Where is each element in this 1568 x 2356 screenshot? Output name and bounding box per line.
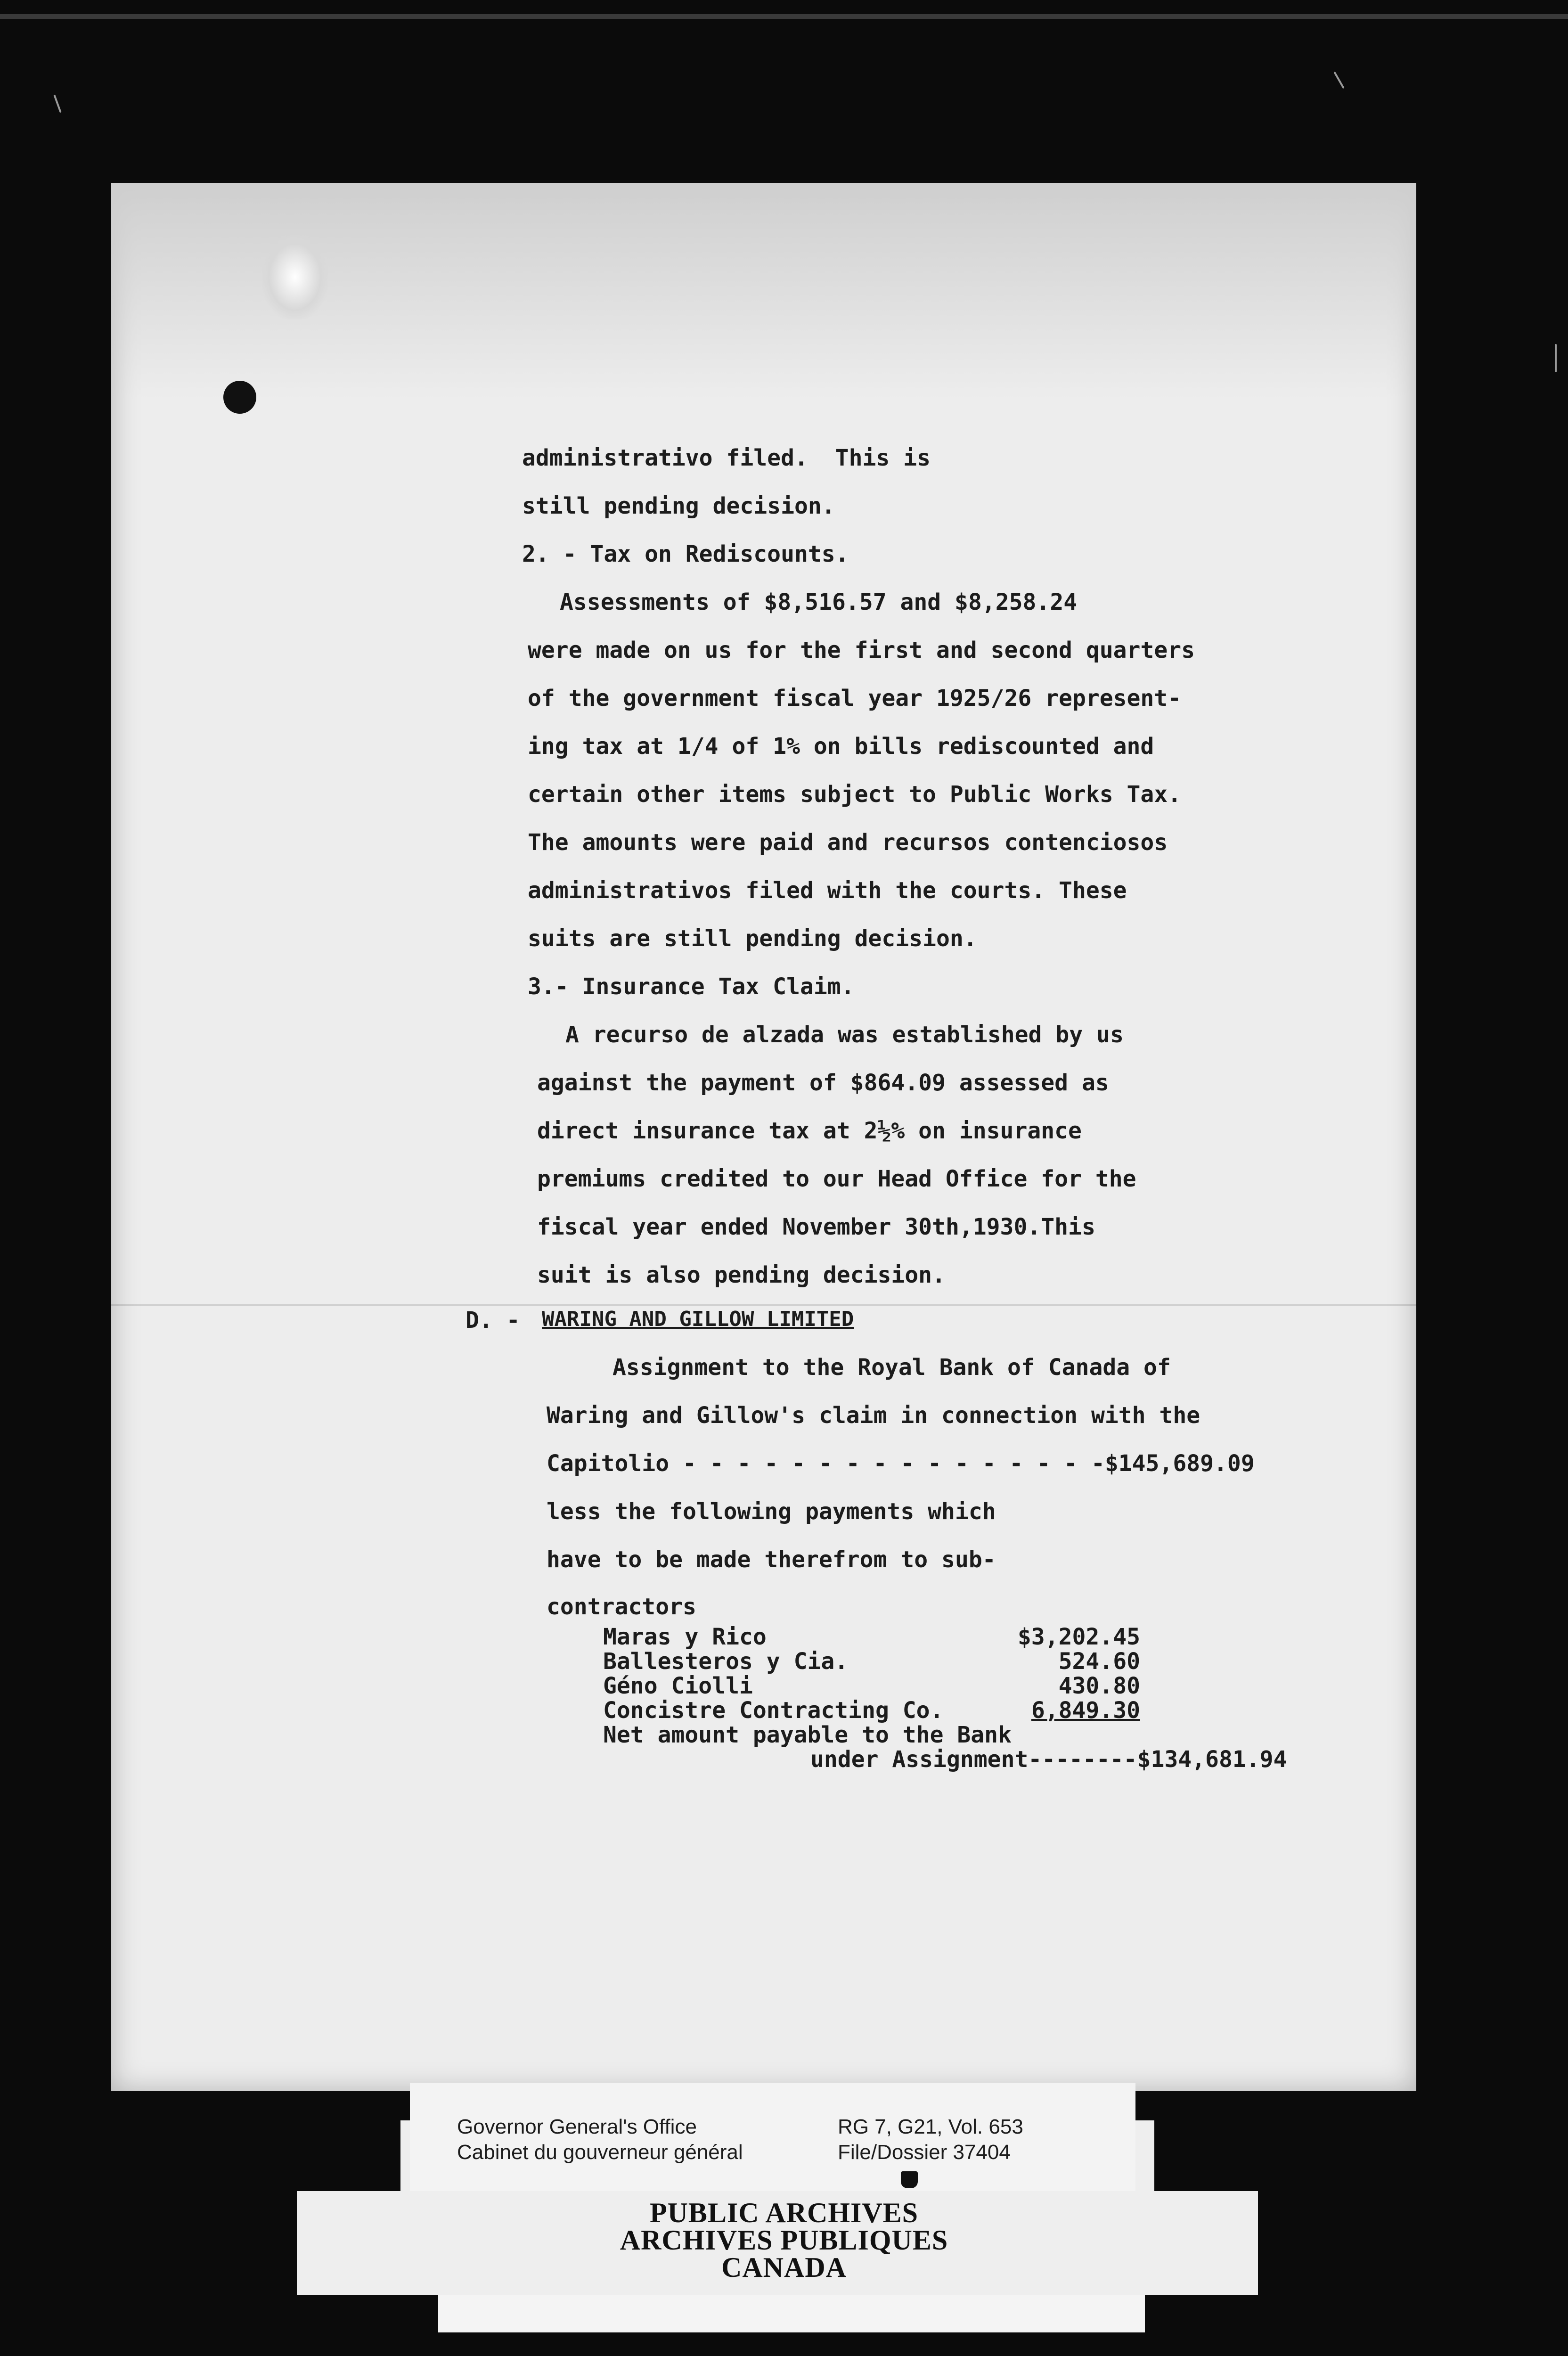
- film-scratch: [1333, 72, 1344, 89]
- section-line: Assignment to the Royal Bank of Canada of: [612, 1354, 1171, 1381]
- doc-line: The amounts were paid and recursos contenciosos: [528, 829, 1168, 856]
- payment-name: Maras y Rico: [603, 1624, 767, 1650]
- stamp-line: CANADA: [721, 2252, 847, 2283]
- doc-line: 2. - Tax on Rediscounts.: [522, 541, 849, 567]
- section-line: less the following payments which: [547, 1498, 996, 1525]
- payment-amount: 430.80: [1058, 1673, 1140, 1699]
- payment-amount: $3,202.45: [1017, 1624, 1140, 1650]
- section-line: Waring and Gillow's claim in connection with the: [547, 1402, 1200, 1429]
- doc-line: administrativos filed with the courts. These: [528, 877, 1127, 904]
- label-office-en: Governor General's Office: [457, 2115, 697, 2138]
- section-line: have to be made therefrom to sub-: [547, 1546, 996, 1573]
- strip-notch: [297, 2120, 400, 2191]
- strip-notch: [1154, 2120, 1258, 2191]
- doc-line: 3.- Insurance Tax Claim.: [528, 973, 855, 1000]
- doc-line: against the payment of $864.09 assessed as: [537, 1070, 1109, 1096]
- doc-line: still pending decision.: [522, 493, 835, 519]
- payment-name: Géno Ciolli: [603, 1673, 753, 1699]
- section-prefix: D. -: [466, 1307, 520, 1333]
- page-fold: [111, 1304, 1416, 1306]
- film-scratch: [53, 95, 61, 113]
- doc-line: fiscal year ended November 30th,1930.This: [537, 1214, 1095, 1240]
- punch-hole: [223, 381, 256, 414]
- stamp-line: ARCHIVES PUBLIQUES: [620, 2225, 948, 2256]
- label-reference: RG 7, G21, Vol. 653: [838, 2115, 1023, 2138]
- section-line: Capitolio - - - - - - - - - - - - - - - -$145,689.09: [547, 1450, 1255, 1477]
- payment-amount: 524.60: [1058, 1648, 1140, 1675]
- section-line: contractors: [547, 1594, 696, 1620]
- doc-line: ing tax at 1/4 of 1% on bills rediscounted and: [528, 733, 1154, 760]
- payment-name: Ballesteros y Cia.: [603, 1648, 849, 1675]
- label-file: File/Dossier 37404: [838, 2141, 1011, 2164]
- bottom-paper-strip: [438, 2295, 1145, 2332]
- doc-line: Assessments of $8,516.57 and $8,258.24: [560, 589, 1078, 615]
- doc-line: direct insurance tax at 2½% on insurance: [537, 1118, 1082, 1144]
- section-heading: WARING AND GILLOW LIMITED: [542, 1307, 854, 1331]
- net-amount-total: under Assignment--------$134,681.94: [810, 1746, 1287, 1773]
- archive-label-card: [410, 2083, 1135, 2191]
- doc-line: suit is also pending decision.: [537, 1262, 946, 1288]
- stamp-line: PUBLIC ARCHIVES: [649, 2197, 919, 2228]
- film-scratch: [1555, 344, 1557, 372]
- label-office-fr: Cabinet du gouverneur général: [457, 2141, 743, 2164]
- staple-mark: [262, 235, 328, 319]
- document-page: [111, 183, 1416, 2091]
- doc-line: suits are still pending decision.: [528, 925, 977, 952]
- pen-icon: [901, 2171, 918, 2188]
- doc-line: certain other items subject to Public Works Tax.: [528, 781, 1182, 808]
- doc-line: administrativo filed. This is: [522, 445, 931, 471]
- film-edge: [0, 14, 1568, 19]
- net-amount-label: Net amount payable to the Bank: [603, 1722, 1012, 1748]
- doc-line: A recurso de alzada was established by us: [565, 1022, 1124, 1048]
- payment-name: Concistre Contracting Co.: [603, 1697, 944, 1724]
- payment-amount: 6,849.30: [1031, 1697, 1140, 1724]
- doc-line: were made on us for the first and second quarters: [528, 637, 1195, 663]
- doc-line: premiums credited to our Head Office for the: [537, 1166, 1136, 1192]
- doc-line: of the government fiscal year 1925/26 represent-: [528, 685, 1182, 712]
